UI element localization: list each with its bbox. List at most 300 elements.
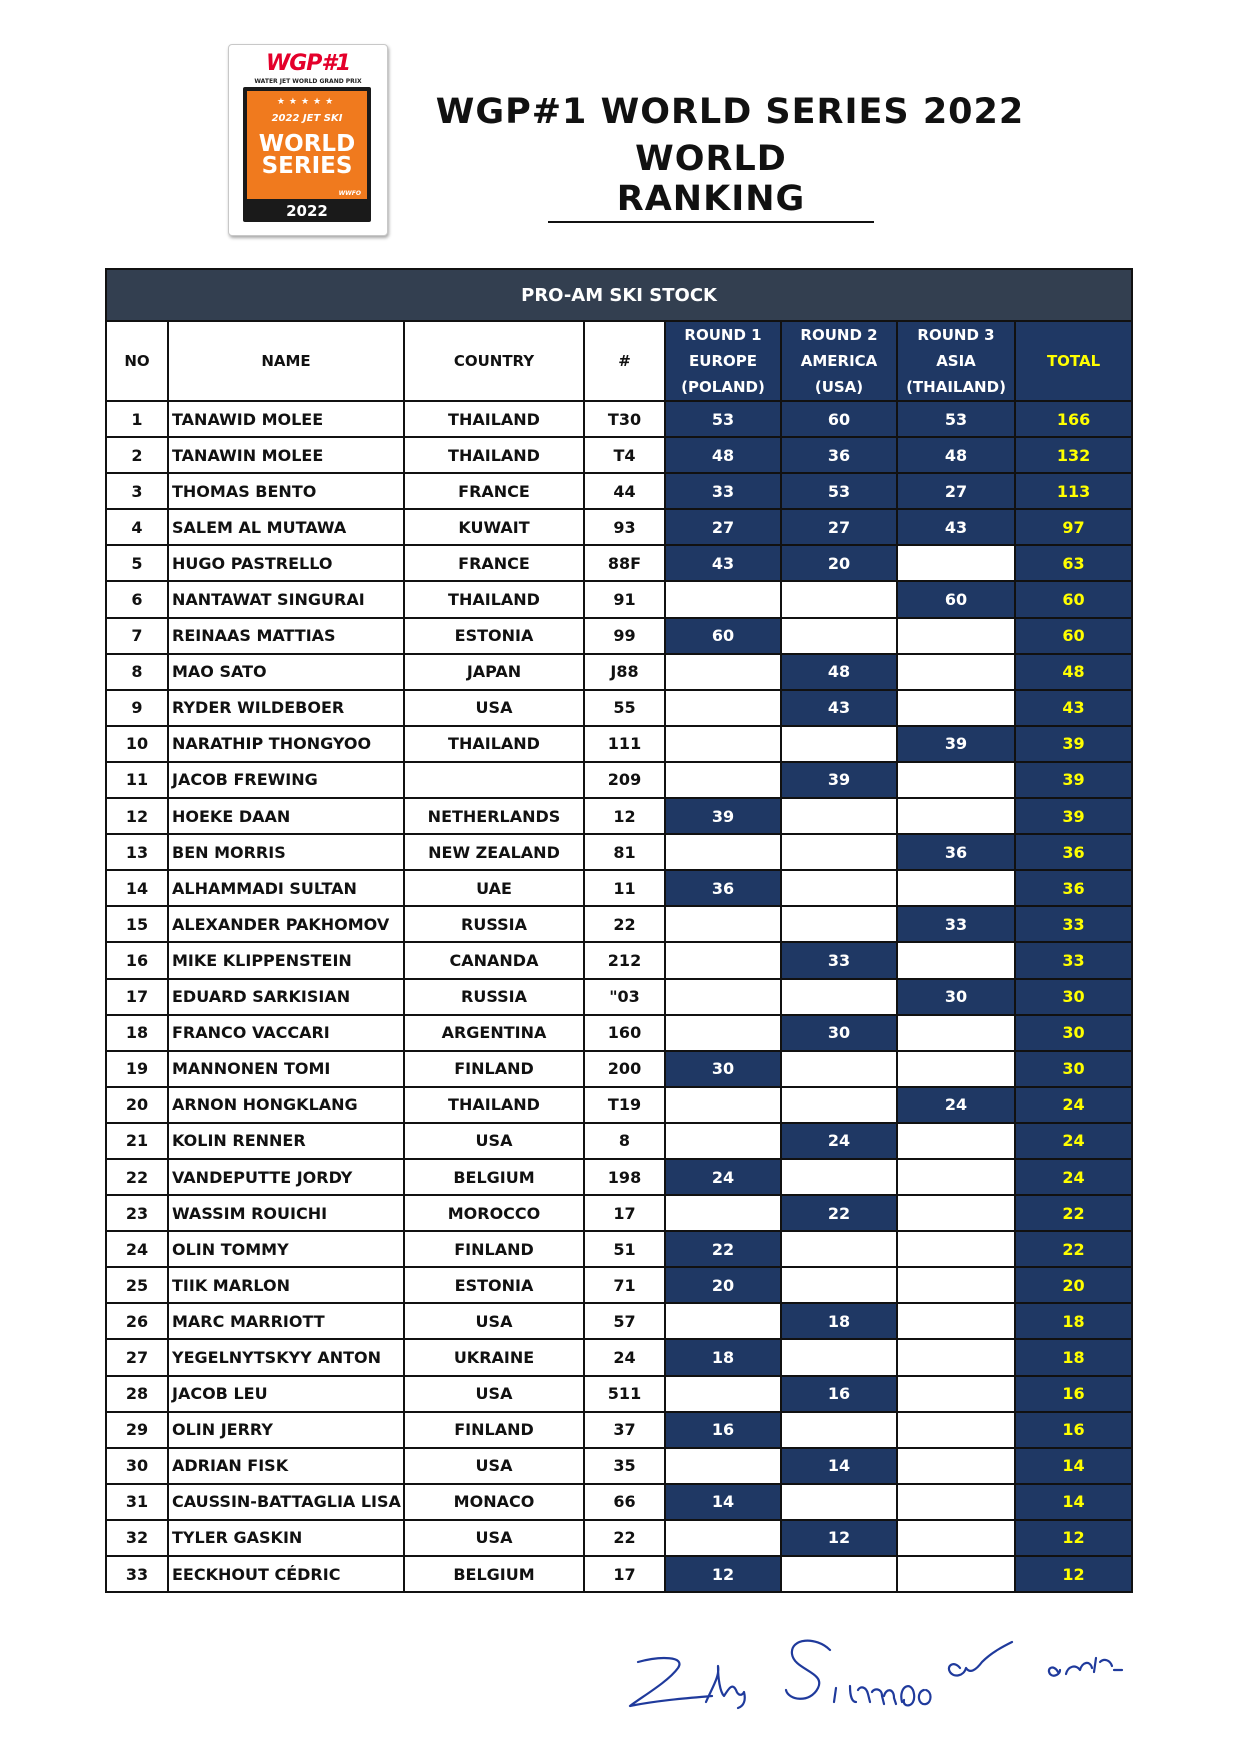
- round-3-score: [897, 1484, 1015, 1520]
- rank-cell: 21: [106, 1123, 168, 1159]
- round-3-score: 30: [897, 979, 1015, 1015]
- rank-cell: 20: [106, 1087, 168, 1123]
- table-row: [106, 401, 1132, 437]
- rank-cell: 15: [106, 906, 168, 942]
- logo-stars-icon: ★★★★★: [276, 97, 338, 107]
- number-cell: 55: [584, 690, 665, 726]
- round-3-score: [897, 1520, 1015, 1556]
- total-cell: 33: [1015, 942, 1132, 978]
- name-cell: ALEXANDER PAKHOMOV: [168, 906, 404, 942]
- round-1-score: [665, 1195, 781, 1231]
- number-cell: 160: [584, 1015, 665, 1051]
- rank-cell: 18: [106, 1015, 168, 1051]
- name-cell: VANDEPUTTE JORDY: [168, 1159, 404, 1195]
- round-3-score: [897, 690, 1015, 726]
- signature-4: [1049, 1658, 1122, 1676]
- rank-cell: 19: [106, 1051, 168, 1087]
- round-1-score: 53: [665, 401, 781, 437]
- round-2-score: 27: [781, 509, 897, 545]
- number-cell: 66: [584, 1484, 665, 1520]
- table-row: [106, 1123, 1132, 1159]
- round-3-label: ROUND 3: [917, 326, 995, 344]
- country-cell: ESTONIA: [404, 1267, 584, 1303]
- number-cell: 93: [584, 509, 665, 545]
- round-3-score: [897, 798, 1015, 834]
- rank-cell: 9: [106, 690, 168, 726]
- round-3-score: [897, 1339, 1015, 1375]
- name-cell: THOMAS BENTO: [168, 473, 404, 509]
- rank-cell: 6: [106, 581, 168, 617]
- total-cell: 132: [1015, 437, 1132, 473]
- table-row: [106, 1087, 1132, 1123]
- signature-3: [949, 1642, 1012, 1675]
- total-cell: 97: [1015, 509, 1132, 545]
- round-2-score: 24: [781, 1123, 897, 1159]
- number-cell: 81: [584, 834, 665, 870]
- round-1-score: [665, 1376, 781, 1412]
- round-3-score: [897, 545, 1015, 581]
- name-cell: CAUSSIN-BATTAGLIA LISA: [168, 1484, 404, 1520]
- number-cell: 35: [584, 1448, 665, 1484]
- rank-cell: 4: [106, 509, 168, 545]
- number-cell: 8: [584, 1123, 665, 1159]
- number-cell: 91: [584, 581, 665, 617]
- round-1-score: 27: [665, 509, 781, 545]
- country-cell: KUWAIT: [404, 509, 584, 545]
- page-title: WGP#1 WORLD SERIES 2022: [435, 92, 1025, 132]
- rank-cell: 31: [106, 1484, 168, 1520]
- table-row: [106, 473, 1132, 509]
- number-cell: 17: [584, 1195, 665, 1231]
- round-1-score: [665, 690, 781, 726]
- number-cell: 44: [584, 473, 665, 509]
- round-1-score: 48: [665, 437, 781, 473]
- round-3-score: 27: [897, 473, 1015, 509]
- rank-cell: 3: [106, 473, 168, 509]
- round-3-score: 39: [897, 726, 1015, 762]
- round-1-score: [665, 1303, 781, 1339]
- rank-cell: 23: [106, 1195, 168, 1231]
- country-cell: USA: [404, 1376, 584, 1412]
- round-2-score: 18: [781, 1303, 897, 1339]
- round-2-score: [781, 1484, 897, 1520]
- logo-year: 2022: [286, 202, 328, 220]
- logo-series-word: SERIES: [261, 153, 353, 179]
- total-cell: 24: [1015, 1123, 1132, 1159]
- number-cell: "03: [584, 979, 665, 1015]
- name-cell: ALHAMMADI SULTAN: [168, 870, 404, 906]
- number-cell: 71: [584, 1267, 665, 1303]
- rank-cell: 33: [106, 1556, 168, 1592]
- round-2-score: 30: [781, 1015, 897, 1051]
- round-1-score: 20: [665, 1267, 781, 1303]
- table-row: [106, 618, 1132, 654]
- country-cell: FINLAND: [404, 1231, 584, 1267]
- table-row: [106, 726, 1132, 762]
- country-cell: MOROCCO: [404, 1195, 584, 1231]
- table-row: [106, 1448, 1132, 1484]
- round-3-score: [897, 618, 1015, 654]
- name-cell: TANAWID MOLEE: [168, 401, 404, 437]
- table-row: [106, 942, 1132, 978]
- number-cell: T19: [584, 1087, 665, 1123]
- table-row: [106, 798, 1132, 834]
- round-2-score: 39: [781, 762, 897, 798]
- round-1-score: 30: [665, 1051, 781, 1087]
- name-cell: MAO SATO: [168, 654, 404, 690]
- round-1-score: [665, 654, 781, 690]
- round-1-score: [665, 906, 781, 942]
- country-cell: FRANCE: [404, 545, 584, 581]
- name-cell: NANTAWAT SINGURAI: [168, 581, 404, 617]
- wgp-world-series-logo: [228, 44, 388, 236]
- round-2-country: (USA): [814, 378, 864, 396]
- country-cell: THAILAND: [404, 1087, 584, 1123]
- name-cell: JACOB LEU: [168, 1376, 404, 1412]
- total-cell: 14: [1015, 1448, 1132, 1484]
- round-1-score: 43: [665, 545, 781, 581]
- round-2-score: [781, 1051, 897, 1087]
- round-2-score: 43: [781, 690, 897, 726]
- total-cell: 43: [1015, 690, 1132, 726]
- logo-subtitle: WATER JET WORLD GRAND PRIX: [254, 78, 362, 85]
- total-cell: 24: [1015, 1159, 1132, 1195]
- table-row: [106, 690, 1132, 726]
- table-row: [106, 979, 1132, 1015]
- table-row: [106, 1303, 1132, 1339]
- name-cell: MIKE KLIPPENSTEIN: [168, 942, 404, 978]
- number-cell: 51: [584, 1231, 665, 1267]
- country-cell: USA: [404, 690, 584, 726]
- header-total: TOTAL: [1015, 321, 1132, 401]
- name-cell: SALEM AL MUTAWA: [168, 509, 404, 545]
- round-1-score: 14: [665, 1484, 781, 1520]
- number-cell: 37: [584, 1412, 665, 1448]
- number-cell: 11: [584, 870, 665, 906]
- table-row: [106, 1015, 1132, 1051]
- total-cell: 22: [1015, 1231, 1132, 1267]
- round-1-score: [665, 581, 781, 617]
- table-row: [106, 1231, 1132, 1267]
- table-row: [106, 654, 1132, 690]
- rank-cell: 29: [106, 1412, 168, 1448]
- number-cell: 198: [584, 1159, 665, 1195]
- country-cell: RUSSIA: [404, 979, 584, 1015]
- country-cell: UKRAINE: [404, 1339, 584, 1375]
- name-cell: TIIK MARLON: [168, 1267, 404, 1303]
- round-2-score: [781, 979, 897, 1015]
- signature-2: [786, 1641, 931, 1706]
- round-3-score: [897, 1123, 1015, 1159]
- round-1-score: 36: [665, 870, 781, 906]
- name-cell: MARC MARRIOTT: [168, 1303, 404, 1339]
- header-number: #: [584, 321, 665, 401]
- name-cell: MANNONEN TOMI: [168, 1051, 404, 1087]
- signatures: [620, 1616, 1140, 1726]
- round-3-score: [897, 654, 1015, 690]
- total-cell: 22: [1015, 1195, 1132, 1231]
- total-cell: 16: [1015, 1412, 1132, 1448]
- header-round-2: [781, 321, 897, 401]
- country-cell: RUSSIA: [404, 906, 584, 942]
- round-1-score: 39: [665, 798, 781, 834]
- round-2-score: [781, 1087, 897, 1123]
- number-cell: 212: [584, 942, 665, 978]
- rank-cell: 26: [106, 1303, 168, 1339]
- ranking-body: [106, 401, 1132, 1592]
- total-cell: 12: [1015, 1556, 1132, 1592]
- name-cell: OLIN TOMMY: [168, 1231, 404, 1267]
- table-row: [106, 870, 1132, 906]
- round-2-score: [781, 834, 897, 870]
- rank-cell: 30: [106, 1448, 168, 1484]
- round-1-score: 60: [665, 618, 781, 654]
- rank-cell: 25: [106, 1267, 168, 1303]
- round-2-score: [781, 798, 897, 834]
- country-cell: UAE: [404, 870, 584, 906]
- logo-wgp-text: WGP#1: [265, 51, 351, 76]
- rank-cell: 1: [106, 401, 168, 437]
- total-cell: 36: [1015, 870, 1132, 906]
- header-round-1: [665, 321, 781, 401]
- rank-cell: 32: [106, 1520, 168, 1556]
- number-cell: J88: [584, 654, 665, 690]
- round-3-score: [897, 1376, 1015, 1412]
- table-row: [106, 762, 1132, 798]
- number-cell: 24: [584, 1339, 665, 1375]
- country-cell: MONACO: [404, 1484, 584, 1520]
- rank-cell: 28: [106, 1376, 168, 1412]
- round-1-score: [665, 1520, 781, 1556]
- table-row: [106, 1376, 1132, 1412]
- round-3-score: [897, 1412, 1015, 1448]
- round-2-score: [781, 1267, 897, 1303]
- number-cell: 88F: [584, 545, 665, 581]
- name-cell: BEN MORRIS: [168, 834, 404, 870]
- round-2-score: [781, 906, 897, 942]
- country-cell: ARGENTINA: [404, 1015, 584, 1051]
- country-cell: FINLAND: [404, 1412, 584, 1448]
- name-cell: HUGO PASTRELLO: [168, 545, 404, 581]
- table-row: [106, 509, 1132, 545]
- rank-cell: 14: [106, 870, 168, 906]
- total-cell: 39: [1015, 762, 1132, 798]
- table-row: [106, 1484, 1132, 1520]
- round-2-score: [781, 1556, 897, 1592]
- round-3-score: [897, 762, 1015, 798]
- logo-jetski-text: 2022 JET SKI: [271, 113, 343, 124]
- name-cell: TYLER GASKIN: [168, 1520, 404, 1556]
- total-cell: 20: [1015, 1267, 1132, 1303]
- section-header-row: [106, 269, 1132, 321]
- round-3-score: [897, 1556, 1015, 1592]
- round-1-score: 22: [665, 1231, 781, 1267]
- round-2-score: [781, 726, 897, 762]
- name-cell: TANAWIN MOLEE: [168, 437, 404, 473]
- header-round-3: [897, 321, 1015, 401]
- number-cell: 17: [584, 1556, 665, 1592]
- table-row: [106, 1339, 1132, 1375]
- number-cell: T4: [584, 437, 665, 473]
- round-2-score: 20: [781, 545, 897, 581]
- round-1-score: [665, 726, 781, 762]
- rank-cell: 5: [106, 545, 168, 581]
- number-cell: 12: [584, 798, 665, 834]
- round-2-score: 14: [781, 1448, 897, 1484]
- logo-wwfo-text: WWFO: [338, 190, 361, 197]
- rank-cell: 27: [106, 1339, 168, 1375]
- round-3-score: 24: [897, 1087, 1015, 1123]
- round-3-score: [897, 1267, 1015, 1303]
- round-3-score: [897, 942, 1015, 978]
- round-3-region: ASIA: [936, 352, 976, 370]
- round-2-score: 48: [781, 654, 897, 690]
- round-1-score: [665, 1087, 781, 1123]
- round-3-score: [897, 870, 1015, 906]
- number-cell: 111: [584, 726, 665, 762]
- total-cell: 18: [1015, 1339, 1132, 1375]
- rank-cell: 8: [106, 654, 168, 690]
- round-1-score: 12: [665, 1556, 781, 1592]
- rank-cell: 16: [106, 942, 168, 978]
- round-3-score: 33: [897, 906, 1015, 942]
- round-3-country: (THAILAND): [906, 378, 1006, 396]
- total-cell: 14: [1015, 1484, 1132, 1520]
- country-cell: FRANCE: [404, 473, 584, 509]
- round-1-score: [665, 1123, 781, 1159]
- rank-cell: 10: [106, 726, 168, 762]
- round-2-score: [781, 1412, 897, 1448]
- total-cell: 39: [1015, 726, 1132, 762]
- country-cell: BELGIUM: [404, 1556, 584, 1592]
- round-3-score: [897, 1051, 1015, 1087]
- round-1-score: [665, 942, 781, 978]
- table-row: [106, 834, 1132, 870]
- country-cell: ESTONIA: [404, 618, 584, 654]
- round-2-score: [781, 581, 897, 617]
- column-header-row: [106, 321, 1132, 401]
- rank-cell: 17: [106, 979, 168, 1015]
- rank-cell: 13: [106, 834, 168, 870]
- table-row: [106, 1159, 1132, 1195]
- table-row: [106, 1556, 1132, 1592]
- rank-cell: 12: [106, 798, 168, 834]
- country-cell: JAPAN: [404, 654, 584, 690]
- round-1-score: 24: [665, 1159, 781, 1195]
- country-cell: THAILAND: [404, 726, 584, 762]
- round-1-country: (POLAND): [681, 378, 765, 396]
- total-cell: 24: [1015, 1087, 1132, 1123]
- header-country: COUNTRY: [404, 321, 584, 401]
- total-cell: 12: [1015, 1520, 1132, 1556]
- round-2-score: 12: [781, 1520, 897, 1556]
- table-row: [106, 437, 1132, 473]
- country-cell: USA: [404, 1123, 584, 1159]
- round-1-score: 16: [665, 1412, 781, 1448]
- ranking-table: [105, 268, 1133, 1593]
- round-3-score: [897, 1195, 1015, 1231]
- round-3-score: [897, 1015, 1015, 1051]
- round-2-label: ROUND 2: [800, 326, 878, 344]
- round-3-score: 43: [897, 509, 1015, 545]
- round-3-score: 53: [897, 401, 1015, 437]
- round-3-score: 36: [897, 834, 1015, 870]
- name-cell: FRANCO VACCARI: [168, 1015, 404, 1051]
- logo-world-series-text: [247, 133, 367, 177]
- total-cell: 63: [1015, 545, 1132, 581]
- round-2-score: 36: [781, 437, 897, 473]
- round-2-score: [781, 1339, 897, 1375]
- round-1-region: EUROPE: [689, 352, 757, 370]
- round-3-score: [897, 1303, 1015, 1339]
- name-cell: RYDER WILDEBOER: [168, 690, 404, 726]
- round-2-score: [781, 1231, 897, 1267]
- name-cell: EECKHOUT CÉDRIC: [168, 1556, 404, 1592]
- round-3-score: [897, 1159, 1015, 1195]
- section-title: PRO-AM SKI STOCK: [106, 269, 1132, 321]
- round-2-score: 16: [781, 1376, 897, 1412]
- logo-orange-panel: [247, 91, 367, 199]
- number-cell: 22: [584, 906, 665, 942]
- country-cell: USA: [404, 1520, 584, 1556]
- table-row: [106, 1051, 1132, 1087]
- name-cell: REINAAS MATTIAS: [168, 618, 404, 654]
- name-cell: YEGELNYTSKYY ANTON: [168, 1339, 404, 1375]
- country-cell: THAILAND: [404, 401, 584, 437]
- total-cell: 30: [1015, 1051, 1132, 1087]
- name-cell: NARATHIP THONGYOO: [168, 726, 404, 762]
- total-cell: 48: [1015, 654, 1132, 690]
- table-row: [106, 1412, 1132, 1448]
- round-1-score: 18: [665, 1339, 781, 1375]
- total-cell: 113: [1015, 473, 1132, 509]
- signature-1: [630, 1658, 745, 1708]
- name-cell: KOLIN RENNER: [168, 1123, 404, 1159]
- name-cell: JACOB FREWING: [168, 762, 404, 798]
- total-cell: 18: [1015, 1303, 1132, 1339]
- table-row: [106, 1195, 1132, 1231]
- country-cell: FINLAND: [404, 1051, 584, 1087]
- rank-cell: 2: [106, 437, 168, 473]
- total-cell: 30: [1015, 1015, 1132, 1051]
- round-3-score: 60: [897, 581, 1015, 617]
- round-1-score: [665, 762, 781, 798]
- country-cell: NEW ZEALAND: [404, 834, 584, 870]
- round-1-score: [665, 979, 781, 1015]
- table-row: [106, 581, 1132, 617]
- number-cell: 22: [584, 1520, 665, 1556]
- country-cell: USA: [404, 1303, 584, 1339]
- round-1-score: 33: [665, 473, 781, 509]
- total-cell: 36: [1015, 834, 1132, 870]
- country-cell: NETHERLANDS: [404, 798, 584, 834]
- number-cell: 511: [584, 1376, 665, 1412]
- number-cell: 200: [584, 1051, 665, 1087]
- rank-cell: 11: [106, 762, 168, 798]
- country-cell: THAILAND: [404, 581, 584, 617]
- round-3-score: 48: [897, 437, 1015, 473]
- round-2-score: [781, 618, 897, 654]
- country-cell: BELGIUM: [404, 1159, 584, 1195]
- total-cell: 16: [1015, 1376, 1132, 1412]
- name-cell: EDUARD SARKISIAN: [168, 979, 404, 1015]
- page-subtitle: WORLD RANKING: [548, 139, 874, 223]
- name-cell: WASSIM ROUICHI: [168, 1195, 404, 1231]
- header-no: NO: [106, 321, 168, 401]
- name-cell: ADRIAN FISK: [168, 1448, 404, 1484]
- table-row: [106, 1267, 1132, 1303]
- round-2-score: 22: [781, 1195, 897, 1231]
